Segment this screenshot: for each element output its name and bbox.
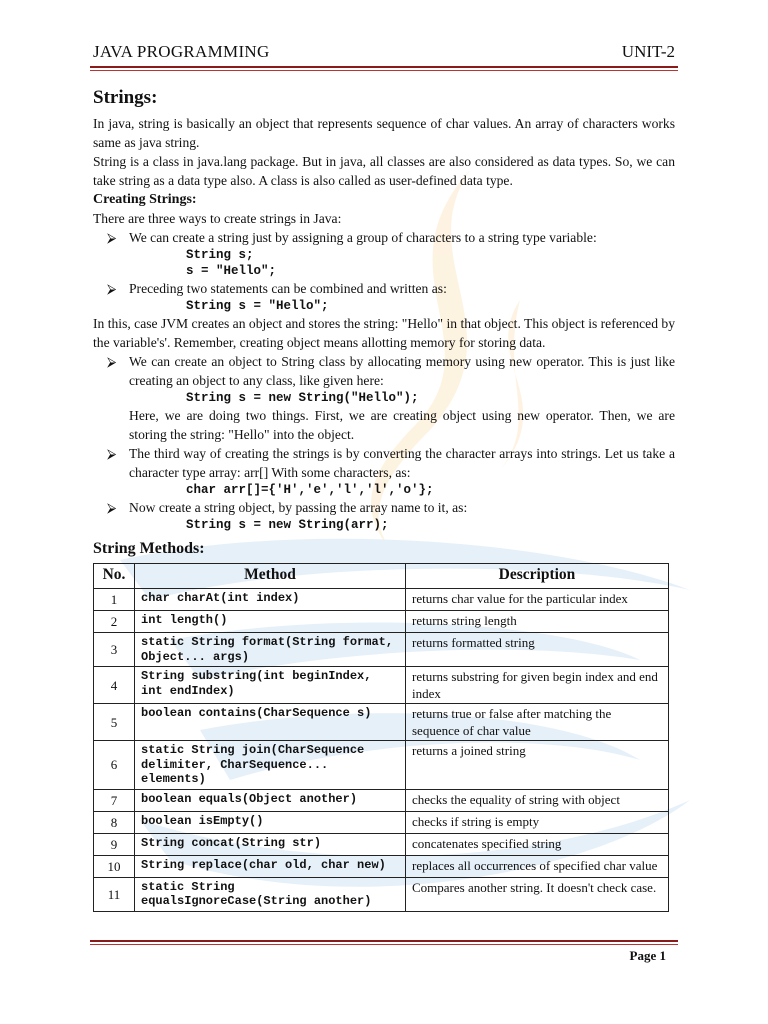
- method-number: 9: [94, 833, 135, 855]
- method-number: 11: [94, 877, 135, 911]
- code-4: char arr[]={'H','e','l','l','o'};: [186, 483, 434, 497]
- footer-rule: [90, 940, 678, 942]
- method-description: returns string length: [406, 611, 669, 633]
- bullet-1-text: We can create a string just by assigning a group of characters to a string type variable:: [129, 230, 597, 245]
- bullet-2: [93, 279, 675, 298]
- method-signature: int length(): [135, 611, 406, 633]
- section-title: Strings:: [93, 87, 158, 108]
- bullet-1: [93, 228, 675, 247]
- column-header: Method: [135, 564, 406, 589]
- method-signature: static String format(String format, Object... args): [135, 633, 406, 667]
- method-description: returns formatted string: [406, 633, 669, 667]
- method-number: 10: [94, 855, 135, 877]
- method-number: 7: [94, 789, 135, 811]
- method-signature: boolean contains(CharSequence s): [135, 704, 406, 741]
- bullet-5: [93, 498, 675, 517]
- bullet-3: [93, 352, 675, 390]
- method-signature: static String join(CharSequence delimiter, CharSequence... elements): [135, 741, 406, 790]
- creating-lead: There are three ways to create strings in Java:: [93, 211, 342, 226]
- arrow-bullet-icon: ⮚: [107, 500, 117, 515]
- table-row: [94, 611, 669, 633]
- method-description: replaces all occurrences of specified char value: [406, 855, 669, 877]
- intro-paragraph-2: String is a class in java.lang package. But in java, all classes are also considered as data types. So, we can take string as a data type also. A class is also called as user-defined data type.: [93, 154, 675, 188]
- code-2: String s = "Hello";: [186, 299, 329, 313]
- method-number: 1: [94, 589, 135, 611]
- creating-paragraph-2: Here, we are doing two things. First, we are creating object using new operator. Then, we are storing the string: "Hello" into the object.: [129, 408, 675, 442]
- arrow-bullet-icon: ⮚: [107, 354, 117, 369]
- table-row: [94, 667, 669, 704]
- table-row: [94, 833, 669, 855]
- table-row: [94, 589, 669, 611]
- arrow-bullet-icon: ⮚: [107, 281, 117, 296]
- method-description: Compares another string. It doesn't check case.: [406, 877, 669, 911]
- header-rule: [90, 66, 678, 68]
- methods-heading: String Methods:: [93, 540, 205, 557]
- method-description: checks if string is empty: [406, 811, 669, 833]
- header-rule-thin: [90, 70, 678, 71]
- method-number: 8: [94, 811, 135, 833]
- method-number: 3: [94, 633, 135, 667]
- table-row: [94, 811, 669, 833]
- code-1b: s = "Hello";: [186, 264, 277, 278]
- page-content: [93, 86, 675, 912]
- method-signature: static String equalsIgnoreCase(String another): [135, 877, 406, 911]
- bullet-2-text: Preceding two statements can be combined and written as:: [129, 281, 447, 296]
- header-title: JAVA PROGRAMMING: [93, 42, 270, 61]
- method-description: checks the equality of string with object: [406, 789, 669, 811]
- method-number: 5: [94, 704, 135, 741]
- method-description: returns char value for the particular index: [406, 589, 669, 611]
- creating-paragraph-1: In this, case JVM creates an object and stores the string: "Hello" in that object. This object is referenced by the variable's'. Remember, creating object means allotting memory for storing data.: [93, 316, 675, 350]
- page-header: [93, 42, 675, 64]
- method-signature: char charAt(int index): [135, 589, 406, 611]
- bullet-3-text: We can create an object to String class by allocating memory using new operator. This is just like creating an object to any class, like given here:: [129, 354, 675, 388]
- code-1a: String s;: [186, 248, 254, 262]
- code-3: String s = new String("Hello");: [186, 391, 419, 405]
- table-row: [94, 789, 669, 811]
- table-header-row: [94, 564, 669, 589]
- method-signature: String concat(String str): [135, 833, 406, 855]
- table-row: [94, 855, 669, 877]
- bullet-5-text: Now create a string object, by passing the array name to it, as:: [129, 500, 468, 515]
- bullet-4-text: The third way of creating the strings is by converting the character arrays into strings. Let us take a character type array: arr[] With some characters, as:: [129, 446, 675, 480]
- code-5: String s = new String(arr);: [186, 518, 389, 532]
- table-row: [94, 741, 669, 790]
- arrow-bullet-icon: ⮚: [107, 230, 117, 245]
- method-description: returns substring for given begin index and end index: [406, 667, 669, 704]
- header-unit: UNIT-2: [621, 42, 675, 61]
- method-description: returns true or false after matching the sequence of char value: [406, 704, 669, 741]
- method-description: returns a joined string: [406, 741, 669, 790]
- arrow-bullet-icon: ⮚: [107, 446, 117, 461]
- method-signature: String replace(char old, char new): [135, 855, 406, 877]
- table-row: [94, 633, 669, 667]
- creating-heading: Creating Strings:: [93, 192, 197, 207]
- method-number: 6: [94, 741, 135, 790]
- bullet-4: [93, 444, 675, 482]
- column-header: Description: [406, 564, 669, 589]
- intro-paragraph-1: In java, string is basically an object that represents sequence of char values. An array of characters works same as java string.: [93, 116, 675, 150]
- methods-table: [93, 563, 669, 912]
- method-number: 2: [94, 611, 135, 633]
- method-signature: String substring(int beginIndex, int endIndex): [135, 667, 406, 704]
- method-signature: boolean equals(Object another): [135, 789, 406, 811]
- method-number: 4: [94, 667, 135, 704]
- table-row: [94, 877, 669, 911]
- table-row: [94, 704, 669, 741]
- column-header: No.: [94, 564, 135, 589]
- page-number: Page 1: [629, 948, 666, 963]
- footer-rule-thin: [90, 944, 678, 945]
- method-description: concatenates specified string: [406, 833, 669, 855]
- method-signature: boolean isEmpty(): [135, 811, 406, 833]
